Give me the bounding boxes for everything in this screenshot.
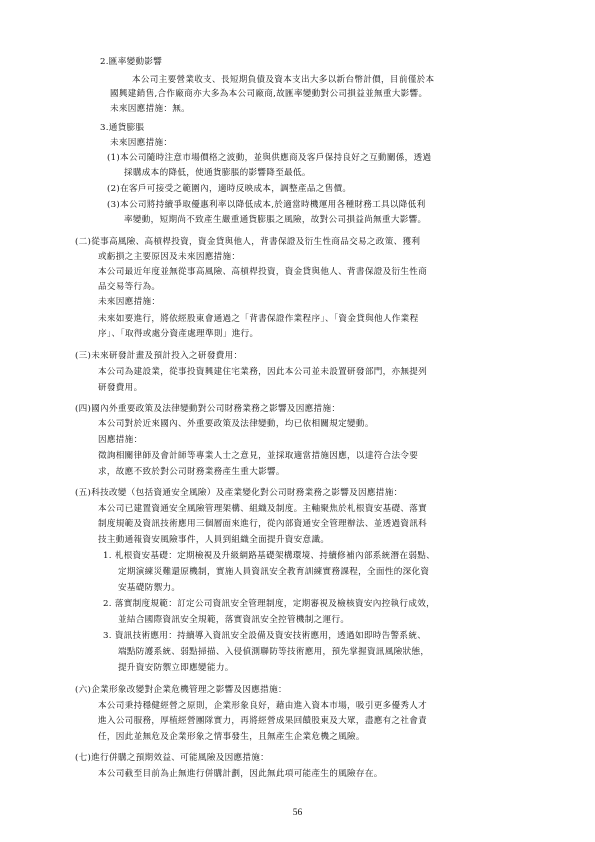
text-line: 序」、「取得或處分資產處理準則」進行。 [98, 329, 259, 339]
text-line: 1. 札根資安基礎：定期檢視及升級網路基礎架構環境、持續修補內部系統潛在弱點、 [103, 551, 436, 561]
section-heading: (三)未來研發計畫及預計投入之研發費用： [75, 351, 243, 361]
text-line: 定期演練災難還原機制，實施人員資訊安全教育訓練實務課程，全面性的深化資 [118, 567, 430, 577]
text-line: 求，故應不致於對公司財務業務產生重大影響。 [98, 467, 285, 477]
text-line: 3. 資訊技術應用：持續導入資訊安全設備及資安技術應用，透過如即時告警系統、 [103, 631, 427, 641]
text-line: 並結合國際資訊安全規範，落實資訊安全控管機制之運行。 [118, 615, 350, 625]
text-line: 本公司截至目前為止無進行併購計劃，因此無此項可能產生的風險存在。 [98, 769, 383, 779]
section-heading: (七)進行併購之預期效益、可能風險及因應措施： [75, 753, 270, 763]
text-line: 制度規範及資訊技術應用三個層面來進行，從內部資通安全管理辦法、並透過資訊科 [98, 519, 428, 529]
text-line: 進入公司服務，厚植經營團隊實力，再將經營成果回饋股東及大眾，盡應有之社會責 [98, 716, 428, 726]
text-line: 品交易等行為。 [98, 282, 161, 292]
text-line: 安基礎防禦力。 [118, 583, 181, 593]
text-line: 未來如要進行，將依經股東會通過之「背書保證作業程序」、「資金貸與他人作業程 [98, 314, 419, 324]
text-line: 因應措施： [98, 435, 143, 445]
text-line: 2. 落實制度規範：訂定公司資訊安全管理制度，定期審視及檢核資安內控執行成效， [103, 599, 436, 609]
text-line: 任，因此並無危及企業形象之情事發生，且無產生企業危機之風險。 [98, 732, 365, 742]
section-heading: (二)從事高風險、高槓桿投資，資金貸與他人，背書保證及衍生性商品交易之政策、獲利 [75, 237, 421, 247]
text-line: 未來因應措施：無。 [110, 104, 191, 114]
text-line: 本公司秉持穩健經營之原則，企業形象良好，藉由進入資本市場，吸引更多優秀人才 [98, 701, 428, 711]
page-number: 56 [292, 808, 303, 818]
text-line: 本公司為建設業，從事投資興建住宅業務，因此本公司並未設置研發部門，亦無提列 [98, 367, 428, 377]
text-line: 端點防護系統、弱點掃描、入侵偵測聯防等技術應用，預先掌握資訊風險狀態， [118, 647, 430, 657]
text-line: 研發費用。 [98, 383, 143, 393]
text-line: 徵詢相關律師及會計師等專業人士之意見，並採取適當措施因應，以達符合法令要 [98, 451, 419, 461]
section-heading: (四)國內外重要政策及法律變動對公司財務業務之影響及因應措施： [75, 404, 341, 414]
text-line: 提升資安防禦立即應變能力。 [118, 663, 234, 673]
text-line: 3.通貨膨脹 [100, 123, 145, 133]
text-line: 技主動通報資安風險事件，人員到組織全面提升資安意識。 [98, 535, 330, 545]
text-line: (1)本公司隨時注意市場價格之波動，並與供應商及客戶保持良好之互動關係，透過 [107, 153, 432, 163]
text-line: 未來因應措施： [98, 297, 161, 307]
text-line: 國興建銷售,合作廠商亦大多為本公司廠商,故匯率變動對公司損益並無重大影響。 [110, 89, 428, 99]
text-line: (2)在客戶可接受之範圍內，適時反映成本，調整產品之售價。 [107, 184, 352, 194]
section-heading: (六)企業形象改變對企業危機管理之影響及因應措施： [75, 685, 287, 695]
text-line: (3)本公司將持續爭取優惠利率以降低成本,於適當時機運用各種財務工具以降低利 [107, 200, 426, 210]
text-line: 率變動，短期尚不致產生嚴重通貨膨脹之風險，故對公司損益尚無重大影響。 [124, 215, 427, 225]
text-line: 2.匯率變動影響 [100, 57, 163, 67]
text-line: 或虧損之主要原因及未來因應措施： [98, 252, 241, 262]
section-heading: (五)科技改變（包括資通安全風險）及產業變化對公司財務業務之影響及因應措施： [75, 488, 403, 498]
text-line: 本公司對於近來國內、外重要政策及法律變動，均已依相關規定變動。 [98, 419, 374, 429]
text-line: 本公司主要營業收支、長短期負債及資本支出大多以新台幣計價，目前僅於本 [132, 75, 435, 85]
text-line: 本公司已建置資通安全風險管理架構、組織及制度。主軸聚焦於札根資安基礎、落實 [98, 504, 428, 514]
text-line: 採購成本的降低，使通貨膨脹的影響降至最低。 [124, 168, 311, 178]
text-line: 未來因應措施： [110, 138, 173, 148]
text-line: 本公司最近年度並無從事高風險、高槓桿投資，資金貸與他人、背書保證及衍生性商 [98, 267, 428, 277]
